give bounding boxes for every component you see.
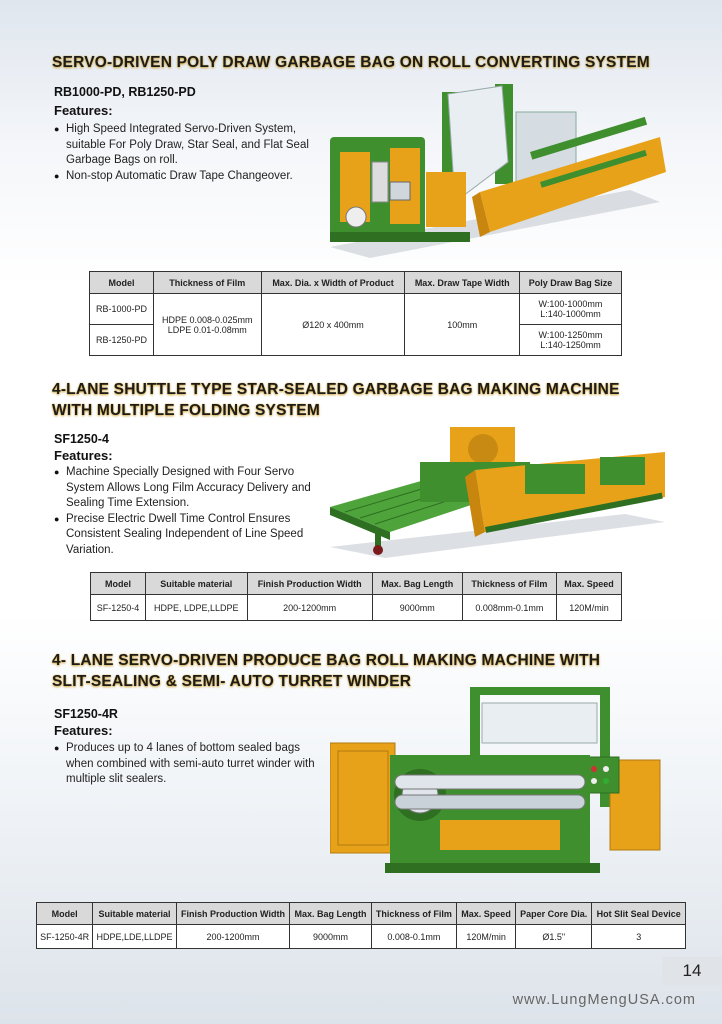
table-header-row <box>37 903 686 925</box>
bag-size-line: W:100-1250mm <box>538 330 603 340</box>
bag-size-line: L:140-1000mm <box>540 309 601 319</box>
table-cell: 120M/min <box>557 595 622 621</box>
section2-spec-table <box>90 572 622 621</box>
feature-item: ● Non-stop Automatic Draw Tape Changeover. <box>54 169 326 185</box>
bag-size-cell <box>519 325 621 356</box>
table-header: Finish Production Width <box>247 573 372 595</box>
thickness-cell <box>154 294 262 356</box>
bag-size-line: L:140-1250mm <box>540 340 601 350</box>
table-cell: SF-1250-4 <box>91 595 146 621</box>
section1-spec-table <box>89 271 622 356</box>
table-header: Max. Speed <box>557 573 622 595</box>
produce-bag-machine-image <box>330 685 665 885</box>
table-cell: 100mm <box>405 294 519 356</box>
star-seal-machine-image <box>325 422 670 560</box>
table-cell: 200-1200mm <box>176 925 289 949</box>
section3-model: SF1250-4R <box>54 707 118 721</box>
feature-item: ● High Speed Integrated Servo-Driven System, suitable For Poly Draw, Star Seal, and Flat Seal Garbage Bags on roll. <box>54 122 326 169</box>
bag-size-cell <box>519 294 621 325</box>
table-header: Thickness of Film <box>154 272 262 294</box>
table-cell: HDPE, LDPE,LLDPE <box>145 595 247 621</box>
table-header: Max. Draw Tape Width <box>405 272 519 294</box>
section1-features-label: Features: <box>54 103 113 118</box>
poly-draw-machine-image <box>330 82 670 260</box>
table-header: Max. Bag Length <box>372 573 462 595</box>
section3-features-label: Features: <box>54 723 113 738</box>
section3-spec-table <box>36 902 686 949</box>
table-header-row <box>90 272 622 294</box>
section2-features-label: Features: <box>54 448 113 463</box>
table-header: Max. Dia. x Width of Product <box>261 272 405 294</box>
section3-title-line1: 4- LANE SERVO-DRIVEN PRODUCE BAG ROLL MAKING MACHINE WITH <box>52 652 601 669</box>
section1-model: RB1000-PD, RB1250-PD <box>54 85 196 99</box>
section2-features-list <box>54 465 334 558</box>
feature-item: ● Machine Specially Designed with Four Servo System Allows Long Film Accuracy Delivery and Sealing Time Extension. <box>54 465 334 512</box>
table-header: Thickness of Film <box>371 903 456 925</box>
thickness-line: LDPE 0.01-0.08mm <box>167 324 247 335</box>
table-cell: SF-1250-4R <box>37 925 93 949</box>
table-cell: Ø1.5" <box>515 925 591 949</box>
table-header: Suitable material <box>93 903 176 925</box>
section1-title: SERVO-DRIVEN POLY DRAW GARBAGE BAG ON ROLL CONVERTING SYSTEM <box>52 54 650 71</box>
section3-features-list <box>54 741 322 788</box>
table-header: Finish Production Width <box>176 903 289 925</box>
table-header: Max. Bag Length <box>290 903 371 925</box>
table-header-row <box>91 573 622 595</box>
table-header: Max. Speed <box>457 903 516 925</box>
table-cell: 120M/min <box>457 925 516 949</box>
section3-title-line2: SLIT-SEALING & SEMI- AUTO TURRET WINDER <box>52 673 412 690</box>
table-cell: 3 <box>592 925 686 949</box>
table-cell: 200-1200mm <box>247 595 372 621</box>
table-header: Suitable material <box>145 573 247 595</box>
table-header: Poly Draw Bag Size <box>519 272 621 294</box>
table-row <box>90 294 622 325</box>
table-row <box>91 595 622 621</box>
section2-title-line2: WITH MULTIPLE FOLDING SYSTEM <box>52 402 320 419</box>
table-cell: RB-1000-PD <box>90 294 154 325</box>
bag-size-line: W:100-1000mm <box>538 299 603 309</box>
table-cell: 0.008mm-0.1mm <box>462 595 556 621</box>
section1-features-list <box>54 122 326 184</box>
feature-item: ● Precise Electric Dwell Time Control Ensures Consistent Sealing Independent of Line Speed Variation. <box>54 512 334 559</box>
table-header: Model <box>90 272 154 294</box>
page-number: 14 <box>662 957 722 985</box>
table-row <box>37 925 686 949</box>
table-cell: RB-1250-PD <box>90 325 154 356</box>
table-cell: 9000mm <box>372 595 462 621</box>
table-header: Paper Core Dia. <box>515 903 591 925</box>
table-cell: 9000mm <box>290 925 371 949</box>
table-cell: Ø120 x 400mm <box>261 294 405 356</box>
website-url: www.LungMengUSA.com <box>512 992 696 1008</box>
table-header: Hot Slit Seal Device <box>592 903 686 925</box>
section2-title-line1: 4-LANE SHUTTLE TYPE STAR-SEALED GARBAGE BAG MAKING MACHINE <box>52 381 620 398</box>
table-header: Thickness of Film <box>462 573 556 595</box>
table-header: Model <box>91 573 146 595</box>
feature-item: ● Produces up to 4 lanes of bottom sealed bags when combined with semi-auto turret winder with multiple slit sealers. <box>54 741 322 788</box>
table-header: Model <box>37 903 93 925</box>
table-cell: 0.008-0.1mm <box>371 925 456 949</box>
table-cell: HDPE,LDE,LLDPE <box>93 925 176 949</box>
thickness-line: HDPE 0.008-0.025mm <box>162 314 253 325</box>
section2-model: SF1250-4 <box>54 432 109 446</box>
